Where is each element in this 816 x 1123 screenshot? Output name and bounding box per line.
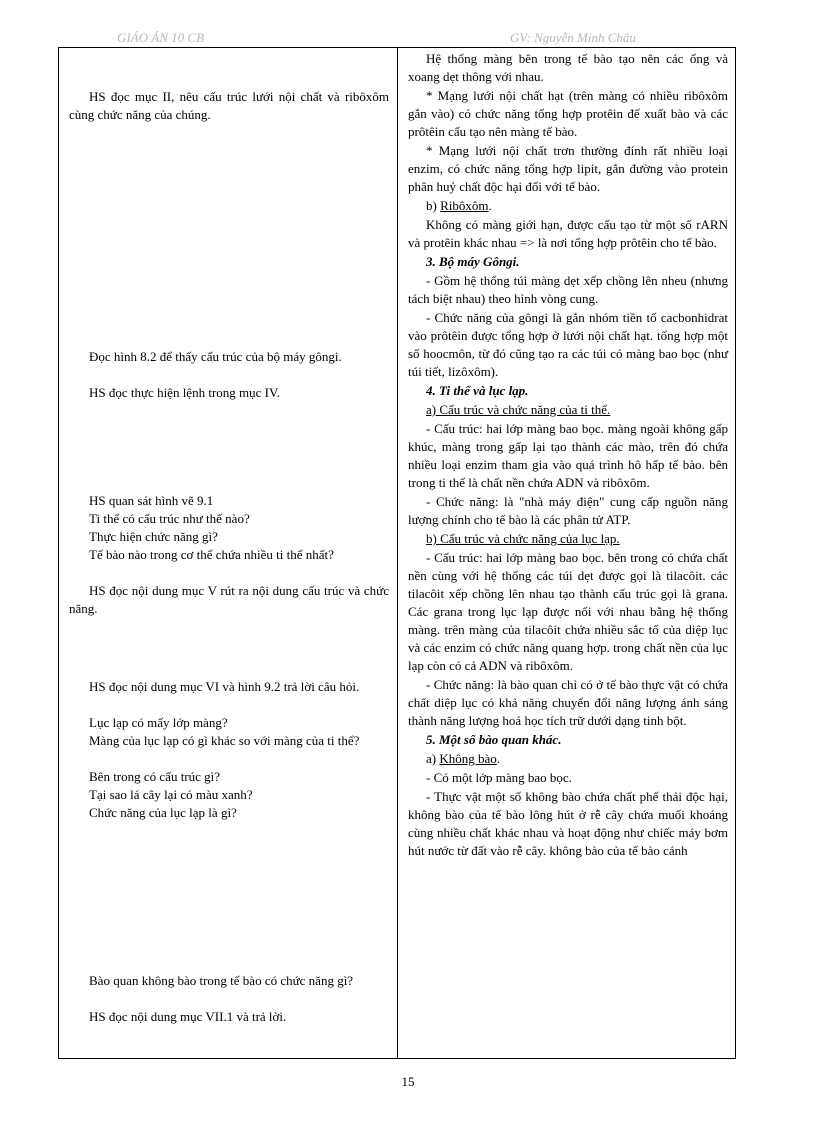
left-item: HS đọc mục II, nêu cấu trúc lưới nội chất và ribôxôm cùng chức năng của chúng. [69,89,389,122]
paragraph: * Mạng lưới nội chất hạt (trên màng có nhiều ribôxôm gắn vào) có chức năng tổng hợp protêin để xuất bào và các prôtêin cấu tạo nên màng tế bào. [408,88,728,139]
section-heading: 4. Ti thể và lục lạp. [426,383,529,398]
left-item: Ti thể có cấu trúc như thế nào? [89,511,250,526]
left-item: Tế bào nào trong cơ thể chứa nhiều ti thể nhất? [89,547,334,562]
lesson-table [58,47,736,1059]
left-item: Tại sao lá cây lại có màu xanh? [89,787,253,802]
paragraph: Không có màng giới hạn, được cấu tạo từ một số rARN và protêin khác nhau => là nơi tổng hợp prôtêin cho tế bào. [408,217,728,250]
left-item: HS đọc thực hiện lệnh trong mục IV. [89,385,280,400]
paragraph: - Chức năng của gôngi là gắn nhóm tiền tố cacbonhidrat vào prôtêin được tổng hợp ở lưới nội chất hạt. tổng hợp một số hoocmôn, từ đó cũng tạo ra các túi có màng bao bọc (như túi tiết, lizôxôm). [408,310,728,379]
section-heading: 3. Bộ máy Gôngi. [426,254,520,269]
left-item: Bên trong có cấu trúc gì? [89,769,221,784]
left-item: Lục lạp có mấy lớp màng? [89,715,228,730]
paragraph: * Mạng lưới nội chất trơn thường đính rất nhiều loại enzim, có chức năng tổng hợp lipit, gắn đường vào protein phân huỷ chất độc hại đối với tế bào. [408,143,728,194]
paragraph: - Chức năng: là "nhà máy điện" cung cấp nguồn năng lượng chính cho tế bào là các phân tử ATP. [408,494,728,527]
header-left: GIÁO ÁN 10 CB [117,30,205,45]
subheading: b) Cấu trúc và chức năng của lục lạp. [426,531,620,546]
left-item: Đọc hình 8.2 để thấy cấu trúc của bộ máy gôngi. [89,349,342,364]
section-heading: 5. Một số bào quan khác. [426,732,562,747]
paragraph: - Chức năng: là bào quan chỉ có ở tế bào thực vật có chứa chất diệp lục có khả năng chuyển đổi năng lượng ánh sáng thành năng lượng hoá học tích trữ dưới dạng tinh bột. [408,677,728,728]
left-item: HS đọc nội dung mục V rút ra nội dung cấu trúc và chức năng. [69,583,389,616]
left-item: HS đọc nội dung mục VI và hình 9.2 trả lời câu hỏi. [89,679,360,694]
paragraph: Hệ thống màng bên trong tế bào tạo nên các ống và xoang dẹt thông với nhau. [408,51,728,84]
subheading: a) Cấu trúc và chức năng của ti thể. [426,402,611,417]
left-item: Chức năng của lục lạp là gì? [89,805,237,820]
right-column [398,48,737,861]
left-item: Bào quan không bào trong tế bào có chức năng gì? [89,973,354,988]
paragraph: - Cấu trúc: hai lớp màng bao bọc. bên trong có chứa chất nền cùng với hệ thống các túi dẹt được gọi là tilacôit. các tilacôit xếp chồng lên nhau tạo thành cấu trúc gọi là grana. Các grana trong lục lạp được nối với nhau bằng hệ thống màng. trên màng của tilacôit chứa nhiều sắc tố của diệp lục và các enzim có chức năng quang hợp. trong chất nền của lục lạp còn có cả ADN và ribôxôm. [408,550,728,673]
left-item: HS quan sát hình vẽ 9.1 [89,493,214,508]
left-item: Thực hiện chức năng gì? [89,529,218,544]
left-item: HS đọc nội dung mục VII.1 và trả lời. [89,1009,287,1024]
subheading-vacuole: a) Không bào. [426,751,501,766]
page-number: 15 [401,1074,415,1089]
paragraph: - Thực vật một số không bào chứa chất phế thải độc hại, không bào của tế bào lông hút ở rễ cây chứa muối khoáng cùng nhiều chất khác nhau và hoạt động như chiếc máy bơm hút nước từ đất vào rễ cây. không bào của tế bào cánh [408,789,728,858]
paragraph: - Có một lớp màng bao bọc. [426,770,572,785]
subheading-ribosome: b) Ribôxôm. [426,198,492,213]
paragraph: - Cấu trúc: hai lớp màng bao bọc. màng ngoài không gấp khúc, màng trong gấp lại tạo thành các mào, trên đó chứa nhiều loại enzim tham gia vào quá trình hô hấp tế bào. bên trong ti thể là chất nền chứa ADN và ribôxôm. [408,421,728,490]
paragraph: - Gồm hệ thống túi màng dẹt xếp chồng lên nheu (nhưng tách biệt nhau) theo hình vòng cung. [408,273,728,306]
header-right: GV: Nguyễn Minh Châu [510,30,636,45]
left-item: Màng của lục lạp có gì khác so với màng của ti thể? [89,733,360,748]
